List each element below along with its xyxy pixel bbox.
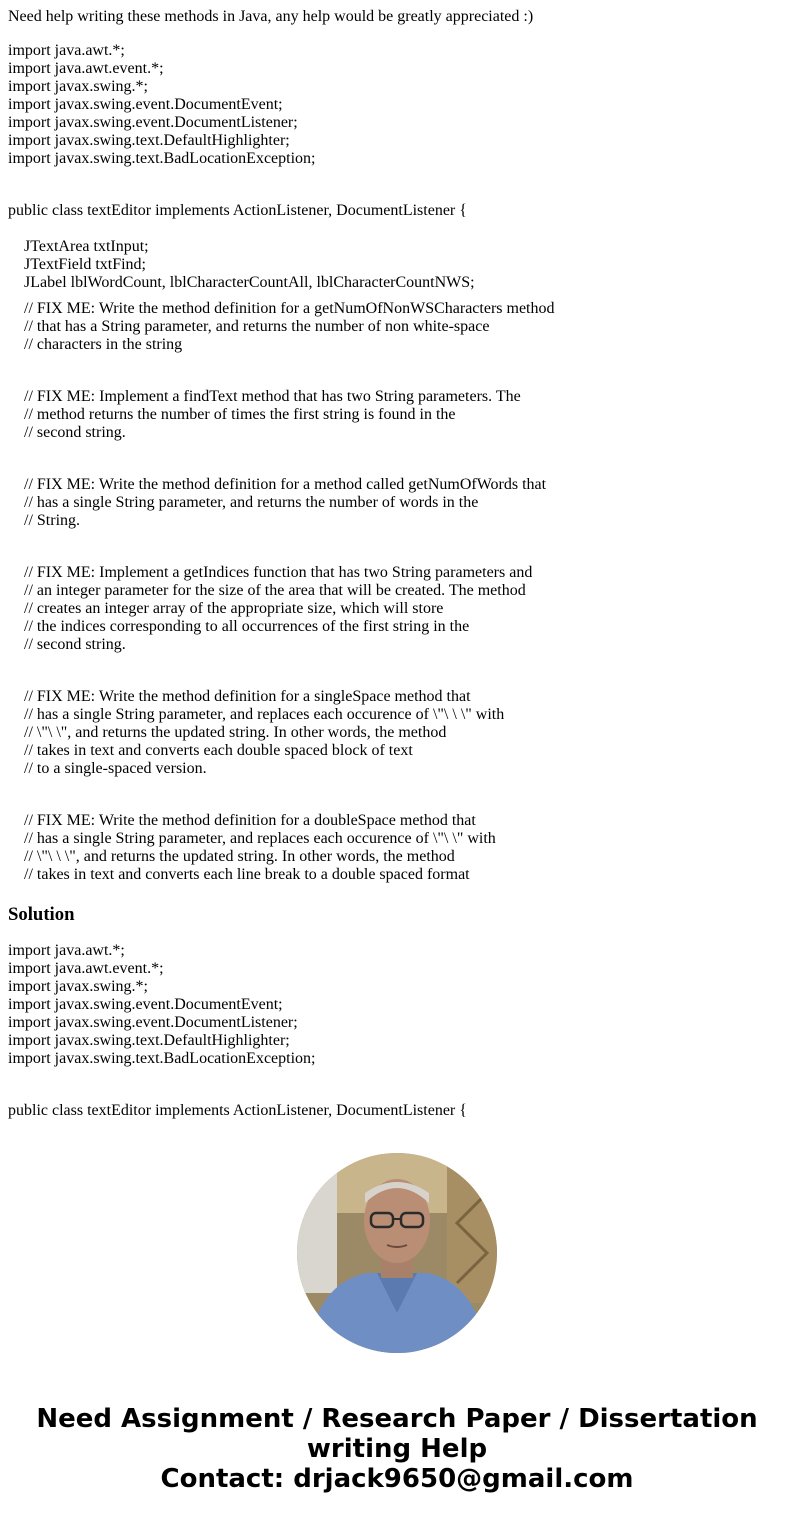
comment-line: // that has a String parameter, and returns the number of non white-space (24, 318, 490, 335)
comment-line: // creates an integer array of the appropriate size, which will store (24, 600, 444, 617)
field-line: JTextField txtFind; (24, 256, 146, 273)
comment-line: // has a single String parameter, and returns the number of words in the (24, 494, 479, 511)
comment-line: // \"\ \", and returns the updated string. In other words, the method (24, 724, 447, 741)
comment-line: // FIX ME: Write the method definition for a singleSpace method that (24, 688, 471, 705)
import-line: import javax.swing.event.DocumentEvent; (8, 996, 283, 1013)
comment-line: // String. (24, 512, 81, 529)
promo-banner (0, 1404, 794, 1494)
comment-line: // takes in text and converts each double spaced block of text (24, 742, 413, 759)
comment-line: // method returns the number of times the first string is found in the (24, 406, 456, 423)
comment-line: // characters in the string (24, 336, 183, 353)
import-line: import java.awt.*; (8, 942, 125, 959)
import-line: import javax.swing.event.DocumentListener; (8, 1014, 298, 1031)
comment-line: // has a single String parameter, and replaces each occurence of \"\ \" with (24, 830, 496, 847)
comment-block (8, 476, 788, 530)
field-line: JTextArea txtInput; (24, 238, 149, 255)
import-line: import javax.swing.text.DefaultHighlighter; (8, 1032, 290, 1049)
comment-line: // FIX ME: Write the method definition for a getNumOfNonWSCharacters method (24, 300, 555, 317)
import-line: import javax.swing.event.DocumentListener; (8, 114, 298, 131)
promo-contact: Contact: drjack9650@gmail.com (160, 1464, 634, 1494)
author-avatar (297, 1153, 497, 1353)
comment-line: // FIX ME: Write the method definition for a method called getNumOfWords that (24, 476, 547, 493)
import-line: import javax.swing.text.BadLocationException; (8, 150, 316, 167)
document-content (8, 0, 788, 1122)
comment-block (8, 812, 788, 884)
comment-block (8, 300, 788, 354)
comment-line: // FIX ME: Write the method definition for a doubleSpace method that (24, 812, 476, 829)
class-declaration: public class textEditor implements ActionListener, DocumentListener { (8, 202, 467, 219)
import-line: import javax.swing.text.DefaultHighlighter; (8, 132, 290, 149)
comment-block (8, 388, 788, 442)
import-line: import java.awt.event.*; (8, 960, 164, 977)
author-photo (297, 1153, 497, 1353)
solution-heading: Solution (8, 904, 75, 925)
solution-imports (8, 942, 788, 1068)
question-imports (8, 42, 788, 168)
solution-class-declaration: public class textEditor implements ActionListener, DocumentListener { (8, 1102, 467, 1119)
question-intro: Need help writing these methods in Java, any help would be greatly appreciated :) (8, 8, 534, 25)
promo-line: writing Help (306, 1434, 488, 1464)
comment-line: // to a single-spaced version. (24, 760, 207, 777)
field-declarations (8, 238, 788, 292)
import-line: import javax.swing.*; (8, 78, 148, 95)
comment-line: // an integer parameter for the size of the area that will be created. The method (24, 582, 526, 599)
import-line: import java.awt.event.*; (8, 60, 164, 77)
promo-line: Need Assignment / Research Paper / Dissertation (36, 1404, 758, 1434)
comment-line: // second string. (24, 636, 126, 653)
comment-block (8, 564, 788, 654)
import-line: import javax.swing.*; (8, 978, 148, 995)
comment-block (8, 688, 788, 778)
comment-line: // FIX ME: Implement a findText method that has two String parameters. The (24, 388, 521, 405)
comment-line: // FIX ME: Implement a getIndices function that has two String parameters and (24, 564, 533, 581)
comment-line: // second string. (24, 424, 126, 441)
comment-line: // the indices corresponding to all occurrences of the first string in the (24, 618, 470, 635)
import-line: import javax.swing.text.BadLocationException; (8, 1050, 316, 1067)
import-line: import javax.swing.event.DocumentEvent; (8, 96, 283, 113)
comment-line: // \"\ \ \", and returns the updated string. In other words, the method (24, 848, 455, 865)
import-line: import java.awt.*; (8, 42, 125, 59)
field-line: JLabel lblWordCount, lblCharacterCountAll, lblCharacterCountNWS; (24, 274, 475, 291)
comment-line: // has a single String parameter, and replaces each occurence of \"\ \ \" with (24, 706, 505, 723)
comment-line: // takes in text and converts each line break to a double spaced format (24, 866, 470, 883)
